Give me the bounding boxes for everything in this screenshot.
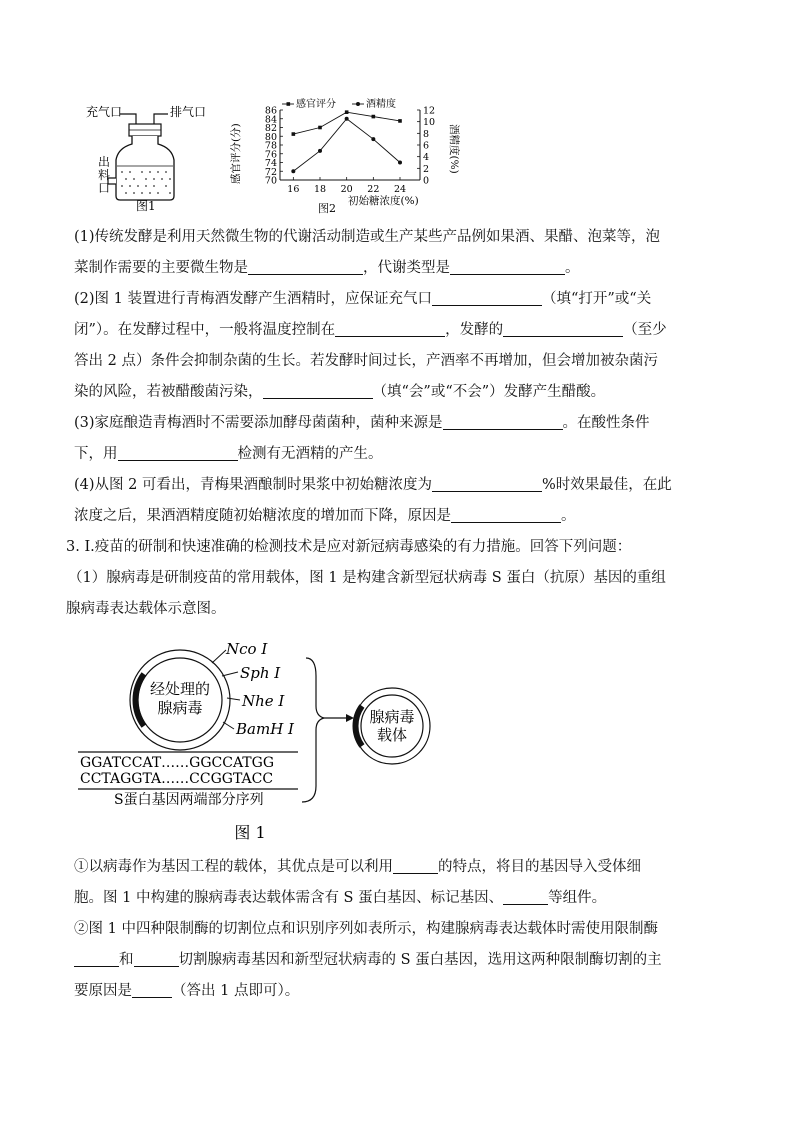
seq-caption: S蛋白基因两端部分序列 xyxy=(114,792,264,808)
y-tick-label-left: 70 xyxy=(264,175,277,187)
answer-blank[interactable] xyxy=(393,857,438,874)
data-point-sensory xyxy=(318,126,322,130)
figure1-caption: 图1 xyxy=(136,199,156,212)
q2-p2-line4: 染的风险，若被醋酸菌污染， （填“会”或“不会”）发酵产生醋酸。 xyxy=(74,384,606,400)
sugar-concentration-chart xyxy=(228,96,468,214)
q2-p1-line2: 菜制作需要的主要微生物是 ，代谢类型是 。 xyxy=(74,260,580,276)
enzyme-bamhi: BamH Ⅰ xyxy=(236,720,294,738)
y-tick-label-right: 8 xyxy=(423,128,430,140)
answer-blank[interactable] xyxy=(335,320,445,337)
q3-s2-line2: 和 切割腺病毒基因和新型冠状病毒的 S 蛋白基因，选用这两种限制酶切割的主 xyxy=(74,945,720,976)
vector-label-1: 腺病毒 xyxy=(369,708,415,726)
q2-p1-line1: (1)传统发酵是利用天然微生物的代谢活动制造或生产某些产品例如果酒、果醋、泡菜等，泡 xyxy=(74,229,661,245)
enzyme-sphi: Sph Ⅰ xyxy=(240,664,281,682)
x-tick-label: 24 xyxy=(393,184,407,195)
answer-blank[interactable] xyxy=(450,258,565,275)
q3-p1-line2: 腺病毒表达载体示意图。 xyxy=(66,601,226,617)
q2-p3-line2: 下，用 检测有无酒精的产生。 xyxy=(74,446,383,462)
chart-ylabel-right: 酒精度(%) xyxy=(448,124,460,174)
answer-blank[interactable] xyxy=(503,888,548,905)
data-point-alcohol xyxy=(371,137,375,141)
inlet-label: 充气口 xyxy=(86,105,123,119)
answer-blank[interactable] xyxy=(443,413,563,430)
y-tick-label-right: 4 xyxy=(423,152,430,164)
legend-label-alcohol: 酒精度 xyxy=(366,99,396,110)
figure2-caption: 图2 xyxy=(318,202,336,214)
vector-label-2: 载体 xyxy=(376,726,408,744)
chart-xlabel: 初始糖浓度(%) xyxy=(348,195,419,207)
q2-p2-line2: 闭”）。在发酵过程中，一般将温度控制在 ，发酵的 （至少 xyxy=(74,322,667,338)
y-tick-label-right: 12 xyxy=(423,105,436,117)
answer-blank[interactable] xyxy=(134,950,179,967)
q2-p2-line3: 答出 2 点）条件会抑制杂菌的生长。若发酵时间过长，产酒率不再增加，但会增加被杂菌污 xyxy=(74,353,658,369)
y-tick-label-left: 82 xyxy=(264,123,277,134)
q2-p4-line1: (4)从图 2 可看出，青梅果酒酿制时果浆中初始糖浓度为 %时效果最佳，在此 xyxy=(74,477,672,493)
y-tick-label-left: 80 xyxy=(264,131,277,143)
legend-marker-sensory xyxy=(287,102,291,106)
answer-blank[interactable] xyxy=(432,289,542,306)
series-line-dot xyxy=(293,119,400,172)
q3-s1-line2: 胞。图 1 中构建的腺病毒表达载体需含有 S 蛋白基因、标记基因、 等组件。 xyxy=(74,890,607,906)
enzyme-nhei: Nhe Ⅰ xyxy=(242,692,285,710)
series-line-square xyxy=(293,112,400,134)
legend-marker-alcohol xyxy=(356,102,360,106)
answer-blank[interactable] xyxy=(74,950,119,967)
y-tick-label-left: 84 xyxy=(264,114,277,126)
y-tick-label-left: 74 xyxy=(264,158,277,169)
data-point-sensory xyxy=(292,132,296,136)
answer-blank[interactable] xyxy=(451,506,561,523)
answer-blank[interactable] xyxy=(503,320,623,337)
data-point-alcohol xyxy=(345,117,349,121)
answer-blank[interactable] xyxy=(248,258,363,275)
data-point-alcohol xyxy=(291,169,295,173)
y-tick-label-left: 76 xyxy=(264,149,277,161)
q2-p2-line1: (2)图 1 装置进行青梅酒发酵产生酒精时，应保证充气口 （填“打开”或“关 xyxy=(74,291,652,307)
plasmid-label-2: 腺病毒 xyxy=(157,699,203,717)
q3-s1-line1: ①以病毒作为基因工程的载体，其优点是可以利用 的特点，将目的基因导入受体细 xyxy=(74,859,641,875)
outlet-label: 排气口 xyxy=(170,105,207,119)
chart-ylabel-left: 感官评分(分) xyxy=(230,123,242,184)
data-point-sensory xyxy=(398,119,402,123)
answer-blank[interactable] xyxy=(118,444,238,461)
figure3-caption: 图 1 xyxy=(234,823,266,842)
y-tick-label-right: 10 xyxy=(423,117,436,129)
x-tick-label: 16 xyxy=(287,184,300,195)
plasmid-label-1: 经处理的 xyxy=(149,680,211,698)
y-tick-label-left: 72 xyxy=(264,166,277,178)
q2-p4-line2: 浓度之后，果酒酒精度随初始糖浓度的增加而下降，原因是 。 xyxy=(74,508,576,524)
q2-p3-line1: (3)家庭酿造青梅酒时不需要添加酵母菌菌种，菌种来源是 。在酸性条件 xyxy=(74,415,650,431)
data-point-sensory xyxy=(372,115,376,119)
y-tick-label-right: 6 xyxy=(423,140,430,152)
discharge-label-3: 口 xyxy=(98,181,111,195)
x-tick-label: 22 xyxy=(367,184,380,195)
enzyme-ncoi: Nco Ⅰ xyxy=(226,640,268,658)
data-point-alcohol xyxy=(318,149,322,153)
y-tick-label-left: 78 xyxy=(264,140,277,152)
y-tick-label-right: 0 xyxy=(423,175,430,187)
legend-label-sensory: 感官评分 xyxy=(296,99,336,110)
discharge-label-2: 料 xyxy=(98,168,111,182)
q3-s2-line1: ②图 1 中四种限制酶的切割位点和识别序列如表所示，构建腺病毒表达载体时需使用限制酶 xyxy=(74,921,658,937)
adenovirus-vector-figure xyxy=(70,636,450,848)
q3-p1-line1: （1）腺病毒是研制疫苗的常用载体，图 1 是构建含新型冠状病毒 S 蛋白（抗原）基因的重组 xyxy=(68,570,666,586)
data-point-alcohol xyxy=(398,161,402,165)
answer-blank[interactable] xyxy=(432,475,542,492)
y-tick-label-right: 2 xyxy=(423,163,430,175)
q3-s2-line3: 要原因是 （答出 1 点即可）。 xyxy=(74,983,300,999)
answer-blank[interactable] xyxy=(263,382,373,399)
fermentation-apparatus-figure xyxy=(84,100,219,212)
x-tick-label: 18 xyxy=(313,184,327,195)
seq-top: GGATCCAT……GGCCATGG xyxy=(80,755,274,771)
data-point-sensory xyxy=(345,110,349,114)
answer-blank[interactable] xyxy=(132,981,172,998)
seq-bottom: CCTAGGTA……CCGGTACC xyxy=(80,771,274,787)
q3-intro: 3. Ⅰ.疫苗的研制和快速准确的检测技术是应对新冠病毒感染的有力措施。回答下列问题： xyxy=(66,539,632,555)
y-tick-label-left: 86 xyxy=(264,105,277,117)
x-tick-label: 20 xyxy=(340,184,353,195)
discharge-label-1: 出 xyxy=(98,155,111,169)
